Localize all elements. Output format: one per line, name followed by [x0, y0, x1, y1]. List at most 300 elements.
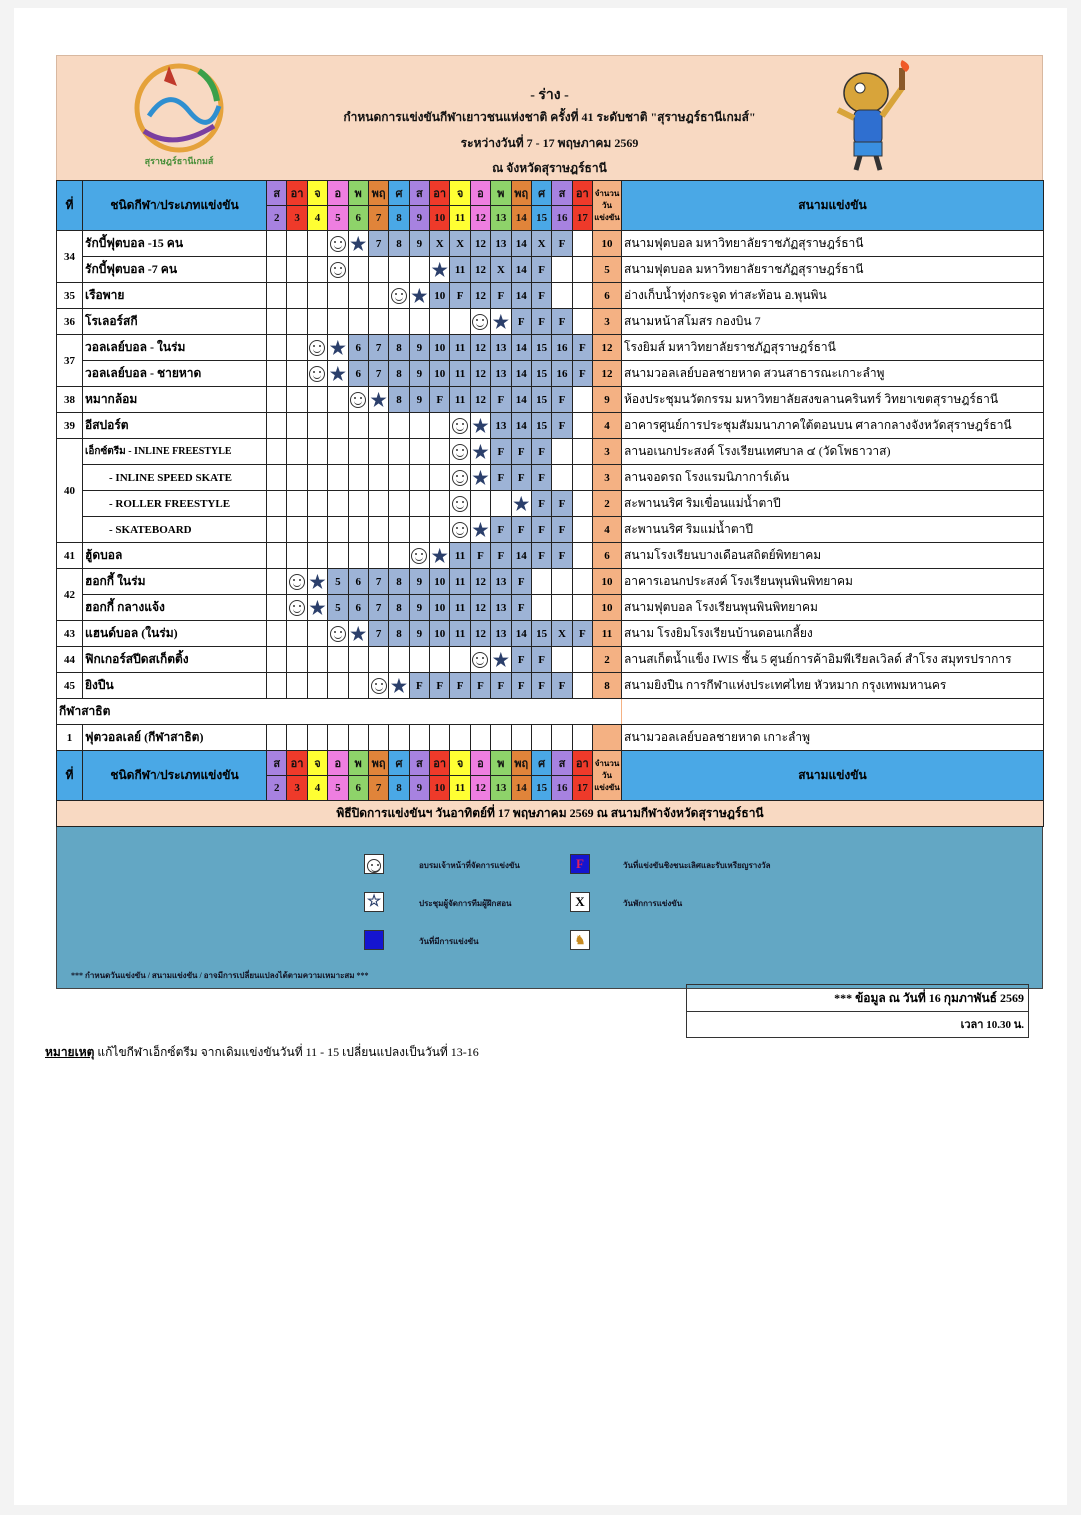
days-count: 8 [593, 673, 622, 699]
legend-label: อบรมเจ้าหน้าที่จัดการแข่งขัน [419, 861, 520, 870]
day-of-week-header: จ [307, 751, 327, 776]
day-of-week-header: จ [450, 751, 470, 776]
training-day-cell [389, 283, 409, 309]
table-row [57, 413, 1044, 439]
venue: อาคารศูนย์การประชุมสัมมนาภาคใต้ตอนบน ศาลากลางจังหวัดสุราษฎร์ธานี [622, 413, 1044, 439]
empty-day-cell [307, 621, 327, 647]
empty-day-cell [307, 517, 327, 543]
smiley-icon [452, 444, 468, 460]
sport-name: ฟิกเกอร์สปีดสเก็ตติ้ง [83, 647, 267, 673]
demo-section-row [57, 699, 1044, 725]
competition-day-cell: 8 [389, 387, 409, 413]
star-icon: ★ [492, 649, 509, 670]
empty-day-cell [287, 673, 307, 699]
day-of-week-header: พฤ [511, 751, 531, 776]
day-of-week-header: อา [572, 751, 592, 776]
competition-day-cell: 11 [450, 569, 470, 595]
days-count: 2 [593, 647, 622, 673]
empty-day-cell [267, 283, 287, 309]
day-number-header: 4 [307, 206, 327, 231]
empty-day-cell [572, 725, 592, 751]
draft-label: - ร่าง - [530, 88, 569, 103]
table-row [57, 335, 1044, 361]
empty-day-cell [389, 543, 409, 569]
competition-day-cell: 12 [470, 387, 490, 413]
smiley-icon [452, 470, 468, 486]
empty-day-cell [287, 413, 307, 439]
empty-day-cell [430, 647, 450, 673]
empty-day-cell [348, 413, 368, 439]
empty-day-cell [287, 647, 307, 673]
legend-label: วันพักการแข่งขัน [623, 899, 683, 908]
day-number-header: 8 [389, 776, 409, 801]
table-row [57, 465, 1044, 491]
empty-day-cell [572, 257, 592, 283]
competition-day-cell: 11 [450, 335, 470, 361]
smiley-icon [330, 236, 346, 252]
day-number-header: 13 [491, 776, 511, 801]
empty-day-cell [328, 309, 348, 335]
empty-day-cell [267, 647, 287, 673]
empty-day-cell [572, 439, 592, 465]
star-icon: ★ [431, 259, 448, 280]
empty-day-cell [430, 465, 450, 491]
empty-day-cell [552, 465, 572, 491]
empty-day-cell [307, 673, 327, 699]
empty-day-cell [572, 647, 592, 673]
training-day-cell [307, 335, 327, 361]
venue: สนามวอลเลย์บอลชายหาด เกาะลำพู [622, 725, 1044, 751]
competition-day-cell: 10 [430, 283, 450, 309]
venue: สนามยิงปืน การกีฬาแห่งประเทศไทย หัวหมาก กรุงเทพมหานคร [622, 673, 1044, 699]
competition-day-cell: 15 [531, 335, 551, 361]
empty-day-cell [267, 413, 287, 439]
table-row [57, 439, 1044, 465]
empty-day-cell [409, 725, 429, 751]
competition-day-cell: 8 [389, 595, 409, 621]
meeting-day-cell [328, 361, 348, 387]
empty-day-cell [267, 491, 287, 517]
empty-day-cell [287, 387, 307, 413]
day-number-header: 5 [328, 206, 348, 231]
day-number-header: 10 [430, 776, 450, 801]
empty-day-cell [267, 335, 287, 361]
sport-name: ฮอกกี้ ในร่ม [83, 569, 267, 595]
day-of-week-header: พฤ [511, 181, 531, 206]
empty-day-cell [307, 309, 327, 335]
remark [45, 1043, 479, 1062]
competition-day-cell: F [531, 465, 551, 491]
empty-day-cell [307, 231, 327, 257]
competition-day-cell: F [531, 283, 551, 309]
competition-day-cell: 11 [450, 595, 470, 621]
empty-day-cell [572, 309, 592, 335]
competition-day-cell: 11 [450, 543, 470, 569]
competition-day-cell: 7 [368, 231, 388, 257]
col-sport-header: ชนิดกีฬา/ประเภทแข่งขัน [83, 181, 267, 231]
competition-day-cell: F [450, 283, 470, 309]
competition-day-cell: 7 [368, 335, 388, 361]
venue: ห้องประชุมนวัตกรรม มหาวิทยาลัยสงขลานครินทร์ วิทยาเขตสุราษฎร์ธานี [622, 387, 1044, 413]
empty-day-cell [572, 413, 592, 439]
day-of-week-header: จ [307, 181, 327, 206]
competition-day-cell: F [430, 387, 450, 413]
empty-day-cell [491, 491, 511, 517]
star-icon: ★ [411, 285, 428, 306]
competition-day-cell: F [511, 673, 531, 699]
competition-day-cell: F [491, 673, 511, 699]
competition-day-cell: 14 [511, 387, 531, 413]
competition-day-cell: F [511, 517, 531, 543]
empty-day-cell [267, 231, 287, 257]
star-icon: ★ [370, 389, 387, 410]
empty-day-cell [389, 309, 409, 335]
training-day-cell [328, 257, 348, 283]
venue: โรงยิมส์ มหาวิทยาลัยราชภัฏสุราษฎร์ธานี [622, 335, 1044, 361]
sport-name: โรเลอร์สกี [83, 309, 267, 335]
table-row [57, 257, 1044, 283]
competition-day-cell: 5 [328, 569, 348, 595]
competition-day-cell: 13 [491, 595, 511, 621]
training-day-cell [348, 387, 368, 413]
empty-day-cell [552, 647, 572, 673]
col-no-header: ที่ [57, 181, 83, 231]
competition-day-cell: F [409, 673, 429, 699]
competition-day-cell: X [430, 231, 450, 257]
meeting-day-cell [470, 413, 490, 439]
empty-day-cell [450, 647, 470, 673]
competition-day-cell: F [470, 543, 490, 569]
smiley-icon [350, 392, 366, 408]
competition-day-cell: 9 [409, 335, 429, 361]
empty-day-cell [267, 387, 287, 413]
days-count: 2 [593, 491, 622, 517]
competition-day-cell: F [552, 231, 572, 257]
day-of-week-header: อา [287, 181, 307, 206]
day-of-week-header: ส [267, 181, 287, 206]
empty-day-cell [307, 413, 327, 439]
empty-day-cell [389, 647, 409, 673]
star-icon: ★ [350, 623, 367, 644]
smiley-icon [472, 314, 488, 330]
competition-day-cell: F [511, 647, 531, 673]
competition-day-cell: 12 [470, 595, 490, 621]
days-count: 11 [593, 621, 622, 647]
empty-day-cell [368, 517, 388, 543]
venue: อาคารเอนกประสงค์ โรงเรียนพุนพินพิทยาคม [622, 569, 1044, 595]
competition-day-cell: 16 [552, 361, 572, 387]
data-as-of-date: *** ข้อมูล ณ วันที่ 16 กุมภาพันธ์ 2569 [834, 991, 1024, 1005]
day-number-header: 3 [287, 206, 307, 231]
day-of-week-header: จ [450, 181, 470, 206]
star-icon: ★ [513, 493, 530, 514]
day-number-header: 11 [450, 206, 470, 231]
days-count: 3 [593, 465, 622, 491]
star-icon: ★ [431, 545, 448, 566]
training-day-cell [450, 439, 470, 465]
competition-day-cell: F [511, 595, 531, 621]
empty-day-cell [348, 465, 368, 491]
row-number: 36 [57, 309, 83, 335]
competition-day-cell: 14 [511, 231, 531, 257]
day-of-week-header: อ [470, 751, 490, 776]
competition-day-cell: F [552, 673, 572, 699]
table-row [57, 595, 1044, 621]
smiley-icon [472, 652, 488, 668]
table-row [57, 517, 1044, 543]
day-of-week-header: พฤ [368, 181, 388, 206]
venue: สะพานนริศ ริมแม่น้ำตาปี [622, 517, 1044, 543]
competition-day-cell: 9 [409, 621, 429, 647]
competition-day-cell: 9 [409, 569, 429, 595]
mascot-icon [824, 58, 924, 176]
competition-day-cell: 12 [470, 283, 490, 309]
sport-name: เรือพาย [83, 283, 267, 309]
row-number: 43 [57, 621, 83, 647]
day-number-header: 5 [328, 776, 348, 801]
day-number-header: 7 [368, 776, 388, 801]
empty-day-cell [348, 439, 368, 465]
empty-day-cell [368, 725, 388, 751]
empty-day-cell [368, 647, 388, 673]
competition-day-cell: 10 [430, 569, 450, 595]
empty-day-cell [430, 309, 450, 335]
smiley-icon [452, 418, 468, 434]
competition-day-cell: F [511, 569, 531, 595]
empty-day-cell [348, 517, 368, 543]
day-number-header: 2 [267, 776, 287, 801]
empty-day-cell [409, 647, 429, 673]
smiley-icon [371, 678, 387, 694]
days-count: 10 [593, 231, 622, 257]
day-number-header: 13 [491, 206, 511, 231]
empty-day-cell [572, 595, 592, 621]
rest-x-icon: X [570, 892, 590, 912]
training-day-cell [307, 361, 327, 387]
competition-day-cell: 15 [531, 361, 551, 387]
smiley-icon [391, 288, 407, 304]
row-number: 39 [57, 413, 83, 439]
mascot-icon: ♞ [570, 930, 590, 950]
competition-day-cell: F [531, 517, 551, 543]
table-row [57, 361, 1044, 387]
day-of-week-header: พ [348, 751, 368, 776]
table-row [57, 621, 1044, 647]
smiley-icon [330, 626, 346, 642]
empty-day-cell [430, 439, 450, 465]
competition-day-cell: F [552, 413, 572, 439]
training-day-cell [328, 621, 348, 647]
table-row [57, 569, 1044, 595]
venue: สนามฟุตบอล มหาวิทยาลัยราชภัฏสุราษฎร์ธานี [622, 257, 1044, 283]
star-icon: ★ [329, 363, 346, 384]
smiley-icon [309, 340, 325, 356]
smiley-icon [289, 574, 305, 590]
empty-day-cell [287, 283, 307, 309]
sport-name: แฮนด์บอล (ในร่ม) [83, 621, 267, 647]
empty-day-cell [287, 309, 307, 335]
row-number: 40 [57, 439, 83, 543]
competition-day-cell: 10 [430, 621, 450, 647]
empty-day-cell [389, 439, 409, 465]
training-day-cell [287, 569, 307, 595]
competition-day-cell: 8 [389, 621, 409, 647]
competition-day-cell: 7 [368, 361, 388, 387]
sport-name: ฮู้ดบอล [83, 543, 267, 569]
day-of-week-header: อา [430, 751, 450, 776]
empty-day-cell [389, 517, 409, 543]
venue: อ่างเก็บน้ำทุ่งกระจูด ท่าสะท้อน อ.พุนพิน [622, 283, 1044, 309]
demo-section-label: กีฬาสาธิต [57, 699, 593, 725]
sport-name: รักบี้ฟุตบอล -15 คน [83, 231, 267, 257]
empty-day-cell [430, 517, 450, 543]
competition-day-cell: 7 [368, 621, 388, 647]
meeting-day-cell [328, 335, 348, 361]
empty-day-cell [307, 647, 327, 673]
empty-day-cell [307, 387, 327, 413]
star-icon: ★ [472, 441, 489, 462]
meeting-day-cell [409, 283, 429, 309]
meeting-day-cell [470, 517, 490, 543]
star-icon: ★ [329, 337, 346, 358]
row-number: 44 [57, 647, 83, 673]
venue: สะพานนริศ ริมเขื่อนแม่น้ำตาปี [622, 491, 1044, 517]
day-of-week-header: พ [491, 181, 511, 206]
empty-day-cell [267, 465, 287, 491]
sport-name: - INLINE SPEED SKATE [83, 465, 267, 491]
competition-day-cell: 5 [328, 595, 348, 621]
competition-day-cell: F [531, 491, 551, 517]
empty-day-cell [267, 595, 287, 621]
empty-day-cell [552, 595, 572, 621]
meeting-day-cell [491, 647, 511, 673]
competition-day-cell: 15 [531, 413, 551, 439]
smiley-icon [364, 854, 384, 874]
competition-day-cell: F [511, 309, 531, 335]
competition-day-cell: F [552, 543, 572, 569]
empty-day-cell [287, 725, 307, 751]
venue: สนามหน้าสโมสร กองบิน 7 [622, 309, 1044, 335]
competition-day-cell: 13 [491, 621, 511, 647]
competition-day-cell: 13 [491, 413, 511, 439]
competition-day-cell: 10 [430, 361, 450, 387]
empty-day-cell [287, 231, 307, 257]
competition-day-cell: 14 [511, 257, 531, 283]
empty-day-cell [328, 725, 348, 751]
competition-day-cell: F [491, 439, 511, 465]
svg-text:สุราษฎร์ธานีเกมส์: สุราษฎร์ธานีเกมส์ [144, 157, 214, 167]
empty-day-cell [328, 517, 348, 543]
competition-day-cell: F [531, 309, 551, 335]
competition-day-cell: F [491, 543, 511, 569]
table-row [57, 231, 1044, 257]
empty-day-cell [348, 309, 368, 335]
venue: สนาม โรงยิมโรงเรียนบ้านดอนเกลี้ยง [622, 621, 1044, 647]
empty-day-cell [328, 413, 348, 439]
sport-name: อีสปอร์ต [83, 413, 267, 439]
day-number-header: 15 [531, 206, 551, 231]
star-icon: ★ [309, 597, 326, 618]
meeting-day-cell [348, 231, 368, 257]
days-count: 9 [593, 387, 622, 413]
competition-day-cell: F [572, 361, 592, 387]
empty-day-cell [287, 335, 307, 361]
venue: สนามโรงเรียนบางเดือนสถิตย์พิทยาคม [622, 543, 1044, 569]
venue: สนามวอลเลย์บอลชายหาด สวนสาธารณะเกาะลำพู [622, 361, 1044, 387]
day-of-week-header: พ [491, 751, 511, 776]
table-row [57, 283, 1044, 309]
smiley-icon [452, 522, 468, 538]
empty-day-cell [368, 465, 388, 491]
competition-day-cell: 6 [348, 361, 368, 387]
closing-ceremony-row [57, 801, 1044, 827]
remark-text: แก้ไขกีฬาเอ็กซ์ตรีม จากเดิมแข่งขันวันที่ 11 - 15 เปลี่ยนแปลงเป็นวันที่ 13-16 [94, 1045, 479, 1059]
star-icon: ★ [350, 233, 367, 254]
venue: สนามฟุตบอล โรงเรียนพุนพินพิทยาคม [622, 595, 1044, 621]
legend-panel [56, 827, 1043, 989]
competition-day-cell: F [430, 673, 450, 699]
empty-day-cell [531, 569, 551, 595]
competition-day-cell: 11 [450, 621, 470, 647]
legend-label: ประชุมผู้จัดการทีมผู้ฝึกสอน [419, 899, 512, 908]
day-of-week-header: พ [348, 181, 368, 206]
empty-day-cell [368, 309, 388, 335]
day-number-header: 2 [267, 206, 287, 231]
col-count-header: จำนวน วัน แข่งขัน [593, 751, 622, 801]
empty-day-cell [531, 595, 551, 621]
competition-day-cell: 15 [531, 387, 551, 413]
competition-day-cell: F [531, 439, 551, 465]
day-of-week-header: ส [409, 181, 429, 206]
day-of-week-header: ศ [389, 181, 409, 206]
empty-day-cell [430, 491, 450, 517]
training-day-cell [328, 231, 348, 257]
competition-day-cell: 12 [470, 569, 490, 595]
col-sport-header: ชนิดกีฬา/ประเภทแข่งขัน [83, 751, 267, 801]
competition-day-cell: 12 [470, 257, 490, 283]
competition-day-cell: F [572, 335, 592, 361]
meeting-day-cell [470, 439, 490, 465]
venue: ลานสเก็ตน้ำแข็ง IWIS ชั้น 5 ศูนย์การค้าอิมพีเรียลเวิลด์ สำโรง สมุทรปราการ [622, 647, 1044, 673]
date-range: ระหว่างวันที่ 7 - 17 พฤษภาคม 2569 [460, 136, 639, 150]
empty-day-cell [368, 543, 388, 569]
day-of-week-header: อ [328, 751, 348, 776]
empty-day-cell [328, 465, 348, 491]
competition-day-cell: F [552, 517, 572, 543]
competition-day-cell: F [552, 309, 572, 335]
day-of-week-header: ส [409, 751, 429, 776]
empty-day-cell [389, 725, 409, 751]
empty-day-cell [572, 283, 592, 309]
col-venue-header: สนามแข่งขัน [622, 751, 1044, 801]
empty-day-cell [552, 725, 572, 751]
day-of-week-header: อา [430, 181, 450, 206]
day-number-header: 9 [409, 776, 429, 801]
star-icon: ☆ [364, 892, 384, 912]
data-as-of-time: เวลา 10.30 น. [687, 1011, 1028, 1037]
competition-day-cell: 6 [348, 569, 368, 595]
day-of-week-header: ศ [531, 181, 551, 206]
meeting-day-cell [491, 309, 511, 335]
meeting-day-cell [470, 465, 490, 491]
competition-day-cell: F [491, 517, 511, 543]
sport-name: หมากล้อม [83, 387, 267, 413]
competition-day-cell: F [511, 465, 531, 491]
empty-day-cell [450, 725, 470, 751]
smiley-icon [411, 548, 427, 564]
empty-day-cell [470, 725, 490, 751]
empty-day-cell [348, 283, 368, 309]
